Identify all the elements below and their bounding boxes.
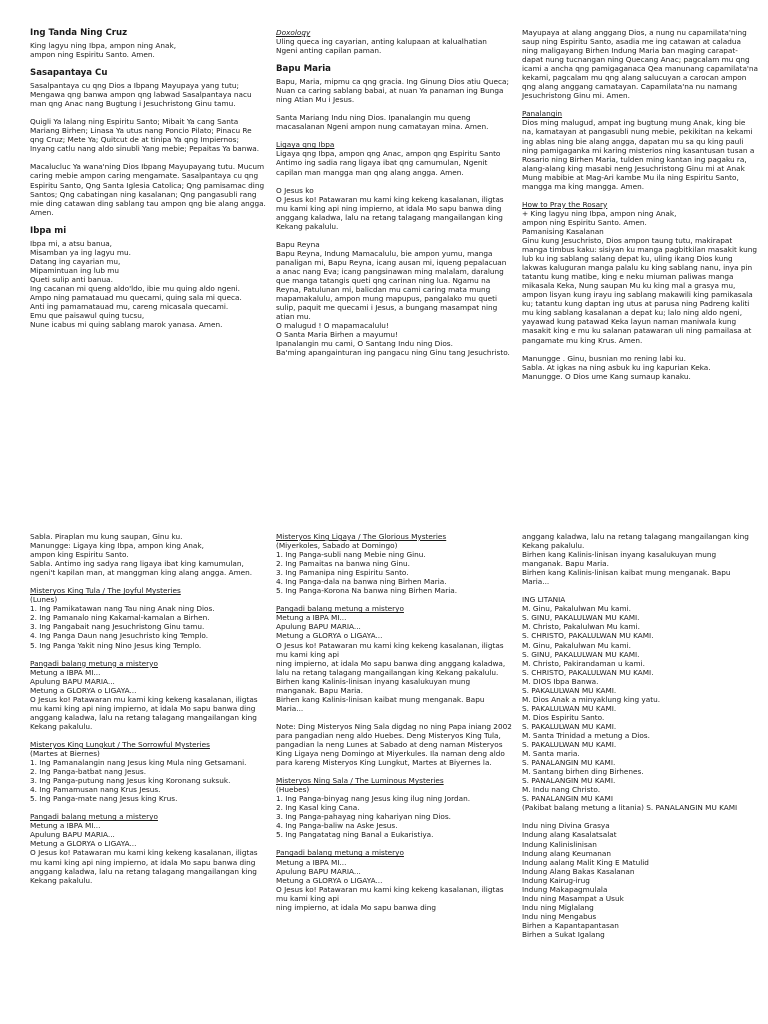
text-block bbox=[30, 812, 266, 884]
section-text: Quigli Ya lalang ning Espiritu Santo; Mibait Ya cang Santa Mariang Birhen; Linasa Ya utus nang Poncio Pilato; Pinacu Re qng Cruz; Mete Ya; Quitcut de at tinipa Ya qng Impiernos; Inyang catlu nang aldo sinubli Yang mebie; Pepaitas Ya banwa. bbox=[30, 117, 260, 154]
spacer bbox=[276, 595, 512, 604]
section-heading: ING LITANIA bbox=[522, 595, 566, 605]
page-bottom bbox=[0, 512, 768, 1024]
section-text: (Miyerkoles, Sabado at Domingo) 1. Ing Panga-subli nang Mebie ning Ginu. 2. Ing Pamaitas na banwa ning Ginu. 3. Ing Pamanipa ning Espiritu Santo. 4. Ing Panga-dala na banwa ning Birhen Maria. 5. Ing Panga-Korona Na banwa ning Birhen Maria. bbox=[276, 541, 458, 596]
text-block bbox=[30, 28, 266, 59]
section-text: Mayupaya at alang anggang Dios, a nung nu capamilata'ning saup ning Espiritu Santo, asadia me ing catawan at caladua ning maligayang Birhen Indung Maria ban maging carapat-dapat nung tucnangan ning Quecang Anac; pagcalam mu qng icami a ancha qng pamigaganaca Qea manunang capamilata'na kekami, pagcalam mu qng alang salucuyan a carocan ampon qng alang anggang camatayan. Capamilata'na nu namang Jesuchristong Ginu mi. Amen. bbox=[522, 28, 759, 101]
spacer bbox=[30, 577, 266, 586]
text-block bbox=[276, 186, 512, 231]
spacer bbox=[522, 191, 758, 200]
text-block bbox=[30, 740, 266, 803]
section-text: Metung a IBPA MI... Apulung BAPU MARIA... Metung a GLORYA o LIGAYA... O Jesus ko! Patawaran mu kami king kekeng kasalanan, iligtas mu kami king api ning impierno, at idala Mo sapu banwa ding anggang kaladwa, lalu na retang talagang mangailangan king Kekang pakalulu. Birhen kang Kalinis-linisan inyang kasalukuyan mung manganak. Bapu Maria. Birhen kang Kalinis-linisan kaibat mung menganak. Bapu Maria... bbox=[276, 613, 506, 713]
section-heading: Sasapantaya Cu bbox=[30, 68, 108, 79]
text-block bbox=[522, 200, 758, 345]
spacer bbox=[30, 217, 266, 226]
section-text: Metung a IBPA MI... Apulung BAPU MARIA... Metung a GLORYA o LIGAYA... O Jesus ko! Patawaran mu kami king kekeng kasalanan, iligtas mu kami king api ning impierno, at idala Mo sapu banwa ding anggang kaladwa, lalu na retang talagang mangailangan king Kekang pakalulu. bbox=[30, 821, 258, 885]
spacer bbox=[522, 345, 758, 354]
section-heading: Misteryos King Ligaya / The Glorious Mysteries bbox=[276, 532, 447, 541]
spacer bbox=[276, 55, 512, 64]
spacer bbox=[30, 731, 266, 740]
spacer bbox=[30, 59, 266, 68]
spacer bbox=[276, 104, 512, 113]
section-heading: Ibpa mi bbox=[30, 225, 67, 236]
spacer bbox=[522, 586, 758, 595]
spacer bbox=[30, 153, 266, 162]
section-heading: Pangadi balang metung a misteryo bbox=[30, 812, 158, 822]
text-block bbox=[30, 659, 266, 731]
section-heading: O Jesus ko bbox=[276, 185, 314, 195]
section-text: Uling queca ing cayarian, anting kalupaan at kalualhatian Ngeni anting capilan paman. bbox=[276, 37, 487, 56]
section-text: Sasalpantaya cu qng Dios a Ibpang Mayupaya yang tutu; Mengawa qng banwa ampon qng labwad Sasalpantaya nacu man qng Anac nang Bugtung i Jesuchristong Ginu tamu. bbox=[30, 81, 252, 109]
text-block bbox=[276, 848, 512, 911]
text-block bbox=[30, 226, 266, 329]
text-block bbox=[276, 113, 512, 131]
text-block bbox=[30, 162, 266, 216]
text-block bbox=[276, 140, 512, 176]
text-block bbox=[522, 595, 758, 812]
spacer bbox=[522, 100, 758, 109]
section-text: (Lunes) 1. Ing Pamikatawan nang Tau ning Anak ning Dios. 2. Ing Pamanalo ning Kakamal-kamalan a Birhen. 3. Ing Pangabait nang Jesuchristong Ginu tamu. 4. Ing Panga Daun nang Jesuchristo king Templo. 5. Ing Panga Yakit ning Nino Jesus king Templo. bbox=[30, 595, 215, 650]
section-text: Metung a IBPA MI... Apulung BAPU MARIA... Metung a GLORYA o LIGAYA... O Jesus ko! Patawaran mu kami king kekeng kasalanan, iligtas mu kami king api ning impierno, at idala Mo sapu banwa ding anggang kaladwa, lalu na retang talagang mangailangan king Kekang pakalulu. bbox=[30, 667, 258, 731]
section-text: Bapu Reyna, Indung Mamacalulu, bie ampon yumu, manga panaligan mi, Bapu Reyna, icang ausan mi, iqueng pepalacuan a anac nang Eva; icang pangsinawan ming malalam, daralung que manga tatangis queti qng carinan ning lua. Ngamu na Reyna, Patulunan mi, balicdan mu cami caring mata mung mapamakalulu, ampon mung mapupus, pangalako mu queti sulip, paquit me quecami i Jesus, a bungang masampat ning atian mu. O malugud ! O mapamacalulu! O Santa Maria Birhen a mayumu! Ipanalangin mu cami, O Santang Indu ning Dios. Ba'ming apangainturan ing pangacu ning Ginu tang Jesuchristo. bbox=[276, 248, 510, 358]
spacer bbox=[30, 803, 266, 812]
section-heading: Misteryos King Tula / The Joyful Mysteries bbox=[30, 586, 181, 596]
spacer bbox=[30, 650, 266, 659]
section-text: (Martes at Biernes) 1. Ing Pamanalangin nang Jesus king Mula ning Getsamani. 2. Ing Panga-batbat nang Jesus. 3. Ing Panga-putung nang Jesus king Koronang suksuk. 4. Ing Pamamusan nang Krus Jesus. 5. Ing Panga-mate nang Jesus king Krus. bbox=[30, 748, 247, 804]
section-text: Ibpa mi, a atsu banua, Misamban ya ing lagyu mu. Datang ing cayarian mu, Mipamintuan ing lub mu Queti sulip anti banua. Ing cacanan mi queng aldo'ldo, ibie mu quing aldo ngeni. Ampo ning pamatauad mu quecami, quing sala mi queca. Anti ing pamamatauad mu, careng micasala quecami. Emu que paisawul quing tucsu, Nune icabus mi quing sablang marok yanasa. Amen. bbox=[30, 238, 242, 330]
text-block bbox=[276, 532, 512, 595]
text-block bbox=[276, 776, 512, 839]
spacer bbox=[276, 131, 512, 140]
section-text: Ligaya qng Ibpa, ampon qng Anac, ampon qng Espiritu Santo Antimo ing sadia rang ligaya ibat qng camumulan, Ngenit capilan man mangga man qng alang angga. Amen. bbox=[276, 149, 501, 177]
section-heading: Pangadi balang metung a misteryo bbox=[276, 604, 404, 614]
section-heading: Doxology bbox=[276, 28, 311, 37]
text-block bbox=[522, 109, 758, 190]
text-block bbox=[30, 68, 266, 108]
section-text: O Jesus ko! Patawaran mu kami king kekeng kasalanan, iligtas mu kami king api ning impierno, at idala Mo sapu banwa ding anggang kaladwa, lalu na retang talagang mangailangan king Kekang pakalulu. bbox=[276, 194, 504, 231]
text-block bbox=[276, 604, 512, 713]
section-heading: Ligaya qng Ibpa bbox=[276, 140, 335, 150]
section-text: Santa Mariang Indu ning Dios. Ipanalangin mu queng macasalanan Ngeni ampon nung camatayan mina. Amen. bbox=[276, 113, 489, 132]
column-top-1 bbox=[30, 28, 266, 329]
section-text: Macalucluc Ya wana'ning Dios Ibpang Mayupayang tutu. Mucum caring mebie ampon caring mengamate. Sasalpantaya cu qng Espiritu Santo, Qng Santa Iglesia Catolica; Qng pamisamac ding Santos; Qng cabatingan ning kasalanan; Qng pangasubli rang mie ding catawan ding sablang tau ampon qng bie alang angga. Amen. bbox=[30, 162, 266, 217]
section-text: M. Ginu, Pakalulwan Mu kami. S. GINU, PAKALULWAN MU KAMI. M. Christo, Pakalulwan Mu kami. S. CHRISTO, PAKALULWAN MU KAMI. M. Ginu, Pakalulwan Mu kami. S. GINU, PAKALULWAN MU KAMI. M. Christo, Pakirandaman u kami. S. CHRISTO, PAKALULWAN MU KAMI. M. DIOS Ibpa Banwa. S. PAKALULWAN MU KAMI. M. Dios Anak a minyaklung king yatu. S. PAKALULWAN MU KAMI. M. Dios Espiritu Santo. S. PAKALULWAN MU KAMI. M. Santa Trinidad a metung a Dios. S. PAKALULWAN MU KAMI. M. Santa maria. S. PANALANGIN MU KAMI. M. Santang birhen ding Birhenes. S. PANALANGIN MU KAMI. M. Indu nang Christo. S. PANALANGIN MU KAMI (Pakibat balang metung a litania) S. PANALANGIN MU KAMI bbox=[522, 604, 738, 813]
section-text: Indu ning Divina Grasya Indung alang Kasalatsalat Indung Kalinislinisan Indung alang Keumanan Indung aalang Malit King E Matulid Indung Alang Bakas Kasalanan Indung Kairug-irug Indung Makapagmulala Indu ning Masampat a Usuk Indu ning Miglalang Indu ning Mengabus Birhen a Kapantapantasan Birhen a Sukat Igalang bbox=[522, 821, 649, 939]
section-heading: Pangadi balang metung a misteryo bbox=[276, 848, 404, 858]
column-top-2 bbox=[276, 28, 512, 357]
text-block bbox=[276, 240, 512, 358]
section-heading: Pangadi balang metung a misteryo bbox=[30, 658, 158, 668]
text-block bbox=[276, 722, 512, 767]
section-text: Sabla. Piraplan mu kung saupan, Ginu ku. Manungge: Ligaya king Ibpa, ampon king Anak, ampon king Espiritu Santo. Sabla. Antimo ing sadya rang ligaya ibat king kamumulan, ngeni't kapilan man, at manggman king alang angga. Amen. bbox=[30, 532, 253, 578]
spacer bbox=[276, 713, 512, 722]
section-text: Note: Ding Misteryos Ning Sala digdag no ning Papa iniang 2002 para pangadian neng aldo Huebes. Deng Misteryos King Tula, pangadian la neng Lunes at Sabado at deng naman Misteryos King Ligaya neng Domingo at Miyerkules. Ila naman deng aldo para kareng Misteryos King Lungkut, Martes at Biyernes la. bbox=[276, 721, 512, 768]
text-block bbox=[522, 532, 758, 586]
section-text: + King lagyu ning Ibpa, ampon ning Anak, ampon ning Espiritu Santo. Amen. Pamanising Kasalanan Ginu kung Jesuchristo, Dios ampon taung tutu, makirapat manga timbus kaku: sisiyan ku manga pagbitkilan masakit kung lub ku ing sablang salang depat ku, uling ikang Dios kung lakwas kaluguran manga palalu ku king sablang nanu, inya pin tatantu kung matibe, king e neku miuman paliwas manga mikasala Keka, Nung saupan Mu ku king mal a grasya mu, ampon lisyan kung irayu ing sablang makawili king pamikasala ku; tatantu kung daptan ing utus at parusa ning Padreng kaliti mu king sablang kasalanan a depat ku; lalo ning aldo ngeni, yayawad kung patawad Keka layun naman maniwala kung masakit king e mu ku salanan patawaran uli ning pamailasa at pangamate mu king Krus. Amen. bbox=[522, 208, 758, 345]
section-text: (Huebes) 1. Ing Panga-binyag nang Jesus king ilug ning Jordan. 2. Ing Kasal king Cana. 3. Ing Panga-pahayag ning kahariyan ning Dios. 4. Ing Panga-baliw na Aske Jesus. 5. Ing Pangatatag ning Banal a Eukaristiya. bbox=[276, 785, 471, 840]
section-heading: Bapu Maria bbox=[276, 64, 331, 75]
column-bottom-1 bbox=[30, 532, 266, 885]
text-block bbox=[522, 28, 758, 100]
section-text: Manungge . Ginu, busnian mo rening labi ku. Sabla. At igkas na ning asbuk ku ing kapurian Keka. Manungge. O Dios ume Kang sumaup kanaku. bbox=[522, 353, 711, 381]
section-text: Dios ming malugud, ampat ing bugtung mung Anak, king bie na, kamatayan at pangasubli nung mebie, pekikitan na kekami ing ablas ning bie alang angga, dapatan mu sa qu king pauli ning pamigaganka mi karing misterios ning kasantusan tusan a Rosario ning Birhen Maria, tulden ming kantan ing pagaku ra, alang-alang king masabi neng Jesuchristong Ginu mi at Anak Mung mabibie at Mag-Ari kambe Mu ila ning Espiritu Santo, mangga ma king mangga. Amen. bbox=[522, 118, 755, 191]
section-text: Bapu, Maria, mipmu ca qng gracia. Ing Ginung Dios atiu Queca; Nuan ca caring sablang babai, at nuan Ya panaman ing Bunga ning Atian Mu i Jesus. bbox=[276, 77, 509, 105]
spacer bbox=[276, 767, 512, 776]
text-block bbox=[30, 586, 266, 649]
section-heading: Misteryos King Lungkut / The Sorrowful Mysteries bbox=[30, 739, 210, 749]
section-heading: Panalangin bbox=[522, 109, 563, 119]
section-text: anggang kaladwa, lalu na retang talagang mangailangan king Kekang pakalulu. Birhen kang Kalinis-linisan inyang kasalukuyan mung manganak. Bapu Maria. Birhen kang Kalinis-linisan kaibat mung menganak. Bapu Maria... bbox=[522, 532, 749, 587]
text-block bbox=[276, 28, 512, 55]
section-text: Metung a IBPA MI... Apulung BAPU MARIA... Metung a GLORYA o LIGAYA... O Jesus ko! Patawaran mu kami king kekeng kasalanan, iligtas mu kami king api ning impierno, at idala Mo sapu banwa ding bbox=[276, 857, 504, 912]
text-block bbox=[30, 117, 266, 153]
section-text: King lagyu ning Ibpa, ampon ning Anak, ampon ning Espiritu Santo. Amen. bbox=[30, 41, 177, 60]
spacer bbox=[276, 231, 512, 240]
text-block bbox=[522, 354, 758, 381]
spacer bbox=[522, 812, 758, 821]
section-heading: Bapu Reyna bbox=[276, 239, 320, 249]
section-heading: Misteryos Ning Sala / The Luminous Mysteries bbox=[276, 776, 444, 786]
text-block bbox=[30, 532, 266, 577]
spacer bbox=[276, 177, 512, 186]
text-block bbox=[522, 821, 758, 939]
column-top-3 bbox=[522, 28, 758, 381]
text-block bbox=[276, 64, 512, 104]
column-bottom-3 bbox=[522, 532, 758, 939]
spacer bbox=[30, 108, 266, 117]
section-heading: How to Pray the Rosary bbox=[522, 199, 608, 209]
section-heading: Ing Tanda Ning Cruz bbox=[30, 28, 128, 38]
column-bottom-2 bbox=[276, 532, 512, 912]
spacer bbox=[276, 839, 512, 848]
